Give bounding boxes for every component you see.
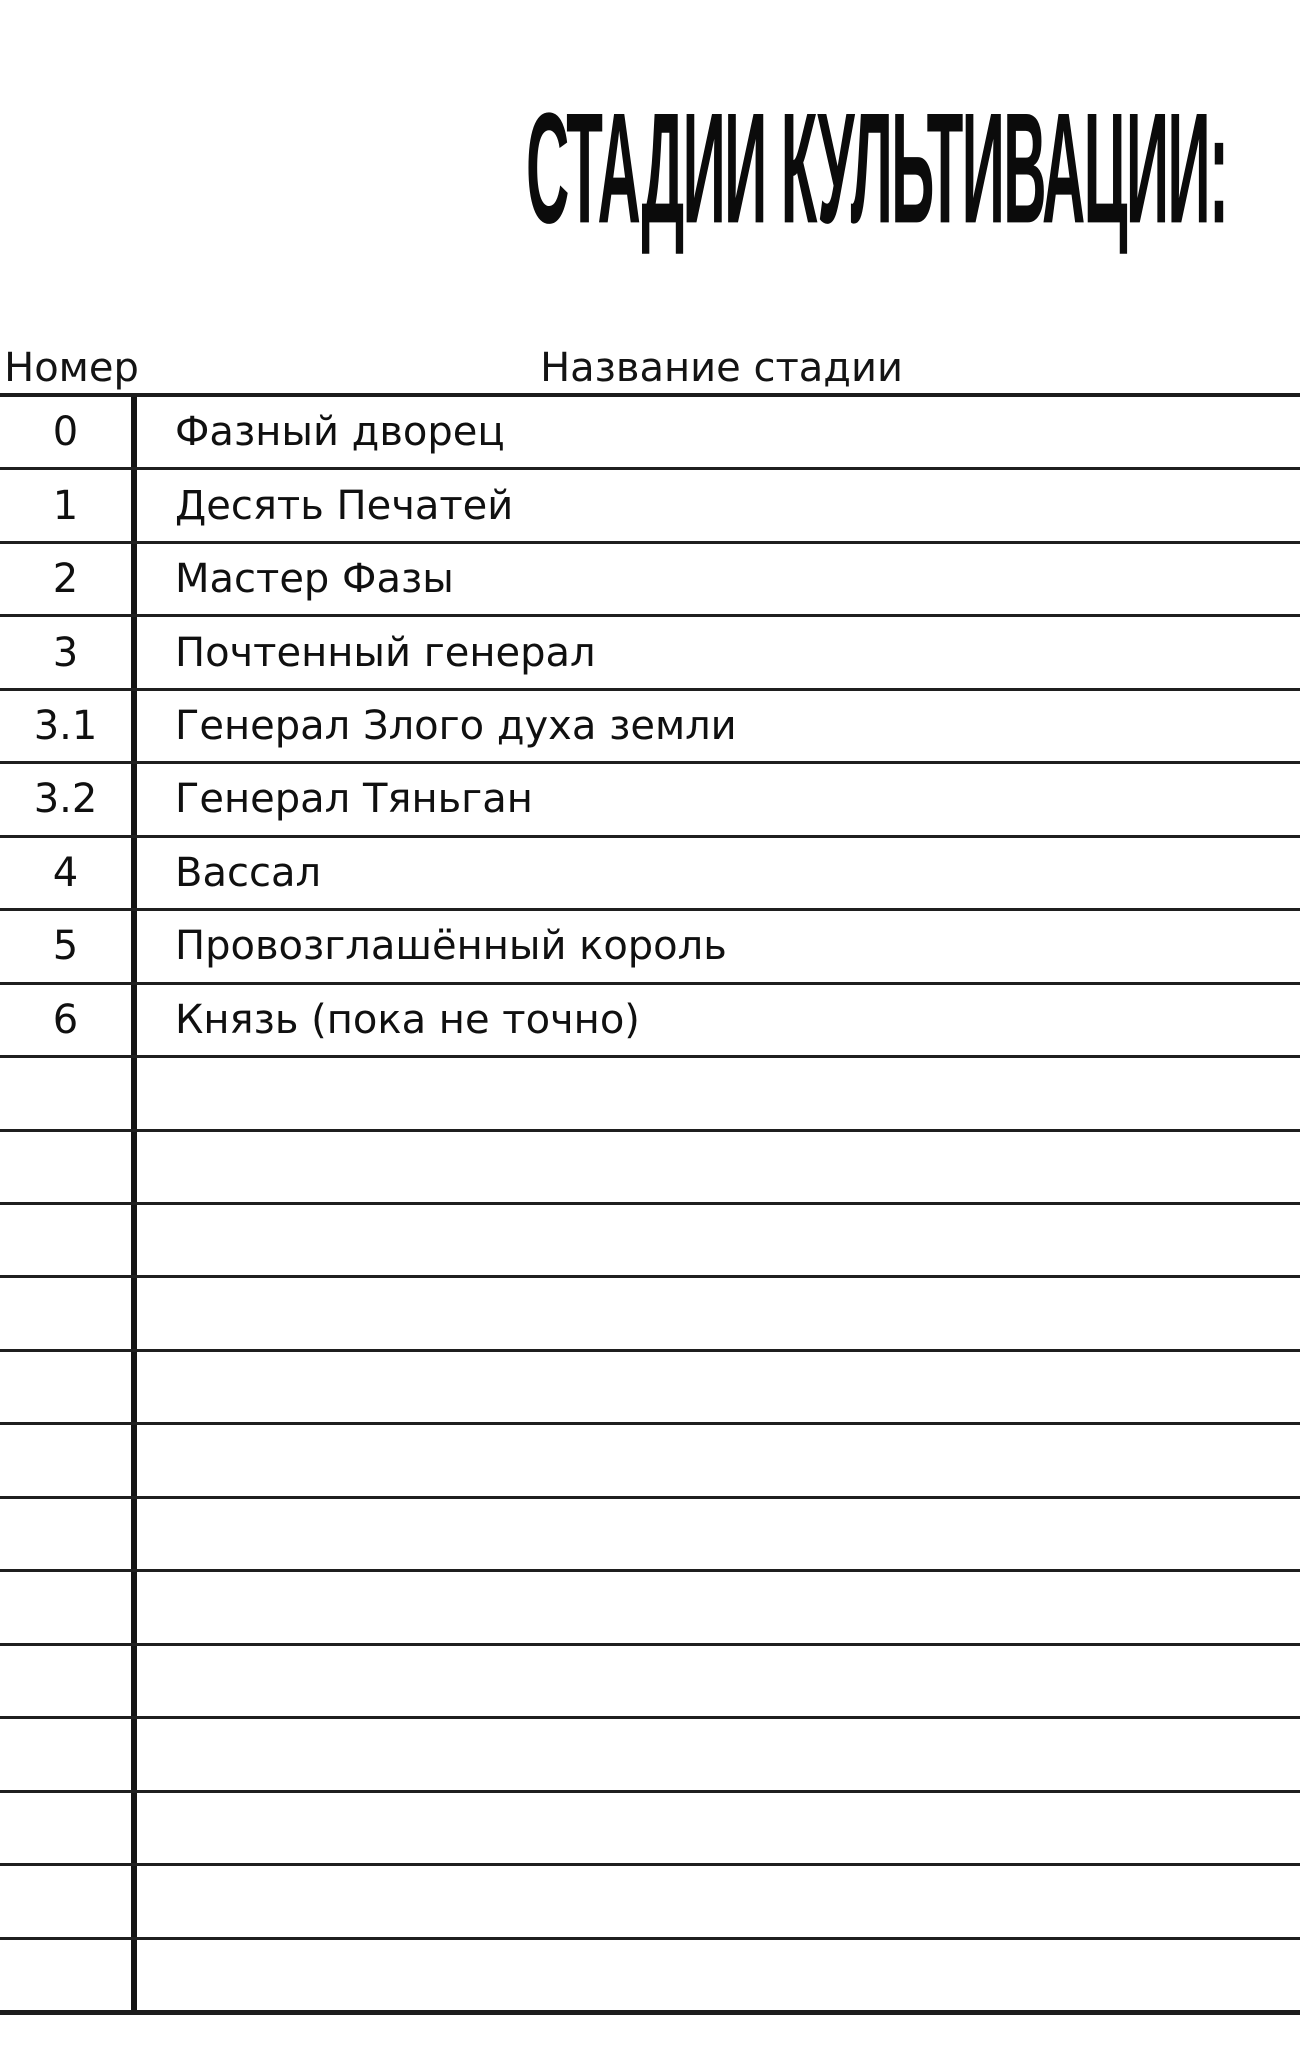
stage-number-cell: 4	[0, 838, 137, 908]
stage-number-cell: 1	[0, 470, 137, 540]
stage-name-cell	[137, 1572, 1300, 1642]
table-row	[0, 1499, 1300, 1572]
table-row	[0, 1278, 1300, 1351]
stage-name-cell	[137, 1425, 1300, 1495]
stage-name-cell	[137, 1793, 1300, 1863]
stage-number-cell: 6	[0, 985, 137, 1055]
stage-number-cell: 2	[0, 544, 137, 614]
table-row	[0, 1719, 1300, 1792]
stage-number-cell: 0	[0, 397, 137, 467]
stage-name-cell: Генерал Злого духа земли	[175, 703, 737, 750]
stage-number-cell	[0, 1132, 137, 1202]
table-row	[0, 691, 1300, 764]
stage-number-cell	[0, 1352, 137, 1422]
stage-name-cell	[137, 1719, 1300, 1789]
stage-number-cell	[0, 1499, 137, 1569]
table-row	[0, 1793, 1300, 1866]
column-header-number: Номер	[4, 345, 139, 391]
stage-number-cell: 3.1	[0, 691, 137, 761]
table-row	[0, 1205, 1300, 1278]
table-row	[0, 397, 1300, 470]
stage-number-cell	[0, 1572, 137, 1642]
stage-name-cell: Мастер Фазы	[175, 556, 454, 603]
stage-number-cell: 3	[0, 617, 137, 687]
stage-number-cell: 5	[0, 911, 137, 981]
stage-name-cell: Десять Печатей	[175, 482, 514, 529]
table-row	[0, 1132, 1300, 1205]
table-row	[0, 1058, 1300, 1131]
page-title-text: СТАДИИ КУЛЬТИВАЦИИ:	[526, 79, 1228, 256]
table-row	[0, 544, 1300, 617]
stage-number-cell	[0, 1793, 137, 1863]
stage-number-cell	[0, 1646, 137, 1716]
column-header-stage-name: Название стадии	[540, 345, 903, 391]
stage-name-cell	[137, 1205, 1300, 1275]
page-title	[0, 79, 1300, 256]
stage-name-cell: Почтенный генерал	[175, 629, 596, 676]
stage-name-cell	[137, 1499, 1300, 1569]
stage-name-cell: Вассал	[175, 849, 322, 896]
stage-name-cell	[137, 1058, 1300, 1128]
stage-name-cell	[137, 1866, 1300, 1936]
stage-name-cell: Провозглашённый король	[175, 923, 727, 970]
stage-number-cell	[0, 1866, 137, 1936]
stage-name-cell	[137, 1132, 1300, 1202]
stage-name-cell	[137, 1940, 1300, 2010]
table-row	[0, 911, 1300, 984]
table-row	[0, 1352, 1300, 1425]
table-row	[0, 764, 1300, 837]
table-row	[0, 1425, 1300, 1498]
stage-number-cell	[0, 1278, 137, 1348]
stage-name-cell: Князь (пока не точно)	[175, 996, 640, 1043]
stage-name-cell	[137, 1646, 1300, 1716]
cultivation-stages-table	[0, 393, 1300, 2015]
stage-number-cell	[0, 1205, 137, 1275]
table-row	[0, 1866, 1300, 1939]
stage-name-cell: Фазный дворец	[175, 409, 505, 456]
stage-name-cell	[137, 1278, 1300, 1348]
table-row	[0, 985, 1300, 1058]
stage-number-cell	[0, 1425, 137, 1495]
stage-number-cell	[0, 1058, 137, 1128]
stage-name-cell	[137, 1352, 1300, 1422]
table-row	[0, 1940, 1300, 2010]
table-row	[0, 617, 1300, 690]
table-row	[0, 470, 1300, 543]
stage-number-cell	[0, 1940, 137, 2010]
table-header	[0, 336, 1300, 390]
stage-number-cell: 3.2	[0, 764, 137, 834]
stage-name-cell: Генерал Тяньган	[175, 776, 533, 823]
stage-number-cell	[0, 1719, 137, 1789]
table-row	[0, 1572, 1300, 1645]
table-row	[0, 838, 1300, 911]
table-row	[0, 1646, 1300, 1719]
